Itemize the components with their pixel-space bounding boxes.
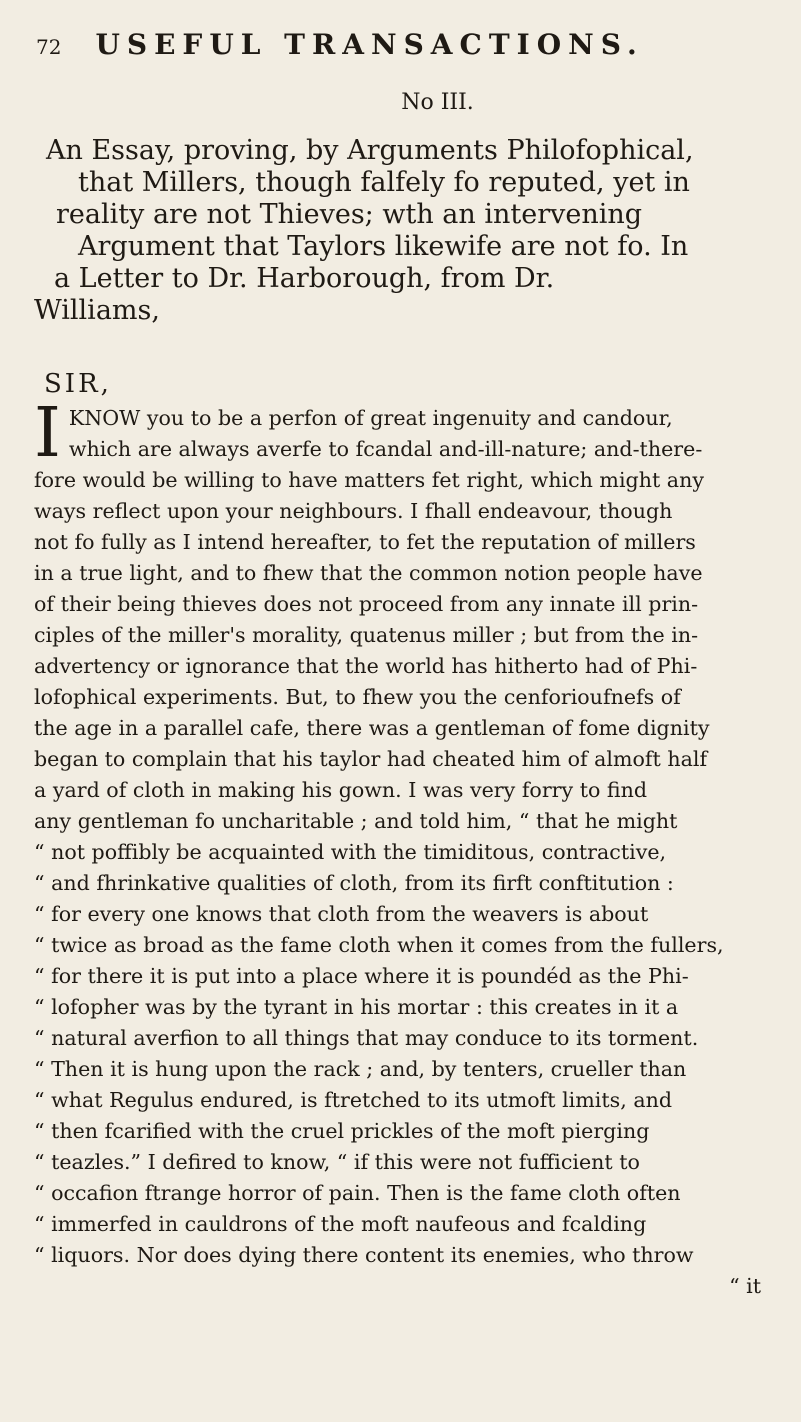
- running-title: USEFUL TRANSACTIONS.: [95, 28, 644, 61]
- letter-body: [34, 394, 771, 1302]
- article-number: No III.: [401, 90, 474, 115]
- body-line: “ for there it is put into a place where it is poundéd as the Phi-: [34, 964, 689, 988]
- body-line: “ for every one knows that cloth from the weavers is about: [34, 902, 649, 926]
- body-line: ciples of the miller's morality, quatenus miller ; but from the in-: [34, 623, 699, 647]
- body-line: “ occafion ftrange horror of pain. Then is the fame cloth often: [34, 1181, 681, 1205]
- body-line: not fo fully as I intend hereafter, to fet the reputation of millers: [34, 530, 696, 554]
- body-line: “ immerfed in cauldrons of the moft naufeous and fcalding: [34, 1212, 647, 1236]
- body-line: “ liquors. Nor does dying there content its enemies, who throw: [34, 1243, 694, 1267]
- body-line: “ teazles.” I defired to know, “ if this were not fufficient to: [34, 1150, 640, 1174]
- salutation: SIR,: [44, 369, 112, 399]
- body-line: the age in a parallel cafe, there was a gentleman of fome dignity: [34, 716, 710, 740]
- heading-line: that Millers, though falfely fo reputed, yet in: [78, 167, 690, 198]
- body-line: in a true light, and to fhew that the common notion people have: [34, 561, 703, 585]
- body-line: “ Then it is hung upon the rack ; and, by tenters, crueller than: [34, 1057, 687, 1081]
- body-line: advertency or ignorance that the world has hitherto had of Phi-: [34, 654, 698, 678]
- body-line: which are always averfe to fcandal and-ill-nature; and-there-: [68, 437, 703, 461]
- running-head: [36, 28, 771, 68]
- body-line: “ then fcarified with the cruel prickles of the moft pierging: [34, 1119, 650, 1143]
- heading-line: reality are not Thieves; wth an intervening: [56, 199, 643, 230]
- essay-heading: [34, 135, 771, 327]
- body-line: a yard of cloth in making his gown. I was very forry to find: [34, 778, 648, 802]
- body-line: KNOW you to be a perfon of great ingenuity and candour,: [68, 406, 673, 430]
- body-line: “ not poffibly be acquainted with the timiditous, contractive,: [34, 840, 667, 864]
- body-line: “ twice as broad as the fame cloth when it comes from the fullers,: [34, 933, 724, 957]
- body-line: fore would be willing to have matters fet right, which might any: [34, 468, 704, 492]
- body-line: “ what Regulus endured, is ftretched to its utmoft limits, and: [34, 1088, 673, 1112]
- drop-cap: I: [34, 394, 61, 473]
- heading-line: a Letter to Dr. Harborough, from Dr.: [54, 263, 555, 294]
- body-line: “ natural averfion to all things that may conduce to its torment.: [34, 1026, 699, 1050]
- body-line: “ and fhrinkative qualities of cloth, from its firft conftitution :: [34, 871, 674, 895]
- body-line: ways reflect upon your neighbours. I fhall endeavour, though: [34, 499, 673, 523]
- body-line: any gentleman fo uncharitable ; and told him, “ that he might: [34, 809, 678, 833]
- body-line: began to complain that his taylor had cheated him of almoft half: [34, 747, 708, 771]
- body-line: of their being thieves does not proceed from any innate ill prin-: [34, 592, 699, 616]
- page-number: 72: [36, 35, 62, 59]
- heading-line: Williams,: [34, 295, 160, 326]
- body-line: lofophical experiments. But, to fhew you the cenforioufnefs of: [34, 685, 681, 709]
- catchword: “ it: [729, 1274, 761, 1298]
- heading-line: An Essay, proving, by Arguments Philofophical,: [46, 135, 694, 166]
- heading-line: Argument that Taylors likewife are not fo. In: [78, 231, 689, 262]
- body-line: “ lofopher was by the tyrant in his mortar : this creates in it a: [34, 995, 679, 1019]
